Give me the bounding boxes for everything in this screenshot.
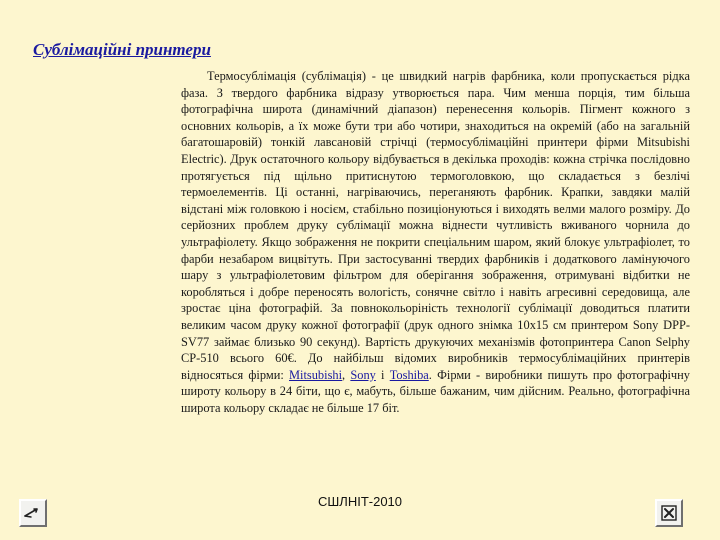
paragraph-text-1: Термосублімація (сублімація) - це швидкий нагрів фарбника, коли пропускається рідка фаза. З твердого фарбника відразу утворюється пара. Чим менша порція, тим більша фотографічна широта (динамічний діапазон) перенесення кольорів. Пігмент кожного з основних кольорів, а їх може бути три або чотири, знаходиться на окремій (або на загальній багатошаровій) тонкій лавсановій стрічці (термосублімаційні принтери фірми Mitsubishi Electric). Друк остаточного кольору відбувається в декілька проходів: кожна стрічка послідовно протягується під щільно притиснутою термоголовкою, що складається з безлічі термоелементів. Ці останні, нагріваючись, переганяють фарбник. Крапки, завдяки малій відстані між головкою і носієм, стабільно позиціонуються і виходять велми малого розміру. До серйозних проблем друку сублімації можна віднести чутливість вживаного чорнила до ультрафіолету. Якщо зображення не покрити спеціальним шаром, який блокує ультрафіолет, то фарби незабаром вицвітуть. При застосуванні твердих фарбників і додаткового ламінуючого шару з ультрафіолетовим фільтром для оберігання зображення, отримувані відбитки не коробляться і добре переносять вологість, сонячне світло і навіть агресивні середовища, але зростає ціна фотографій. За повнокольоріність технології сублімації доводиться платити великим часом друку кожної фотографії (друк одного знімка 10x15 см принтером Sony DPP-SV77 займає близько 90 секунд). Вартість друкуючих механізмів фотопринтера Canon Selphy CP-510 всього 60€. До найбільш відомих виробників термосублімаційних принтерів відносяться фірми: [181,69,690,382]
link-sony[interactable]: Sony [350,367,376,382]
main-paragraph [181,68,690,416]
close-x-icon [661,505,677,521]
footer-text: СШЛНІТ-2010 [317,494,403,509]
back-arrow-icon [23,505,43,521]
paragraph-text-2: . Фірми - виробники пишуть про фотографічну широту кольору в 24 біти, що є, мабуть, більше бажаним, чим дійсним. Реально, фотографічна широта кольору складає не більше 17 біт. [181,367,690,415]
back-button[interactable] [19,499,47,527]
paragraph-separator-2: і [375,367,390,382]
link-mitsubishi[interactable]: Mitsubishi [289,367,343,382]
close-button[interactable] [655,499,683,527]
paragraph-separator-1: , [342,367,351,382]
page-title: Сублімаційні принтери [33,40,211,59]
link-toshiba[interactable]: Toshiba [389,367,429,382]
